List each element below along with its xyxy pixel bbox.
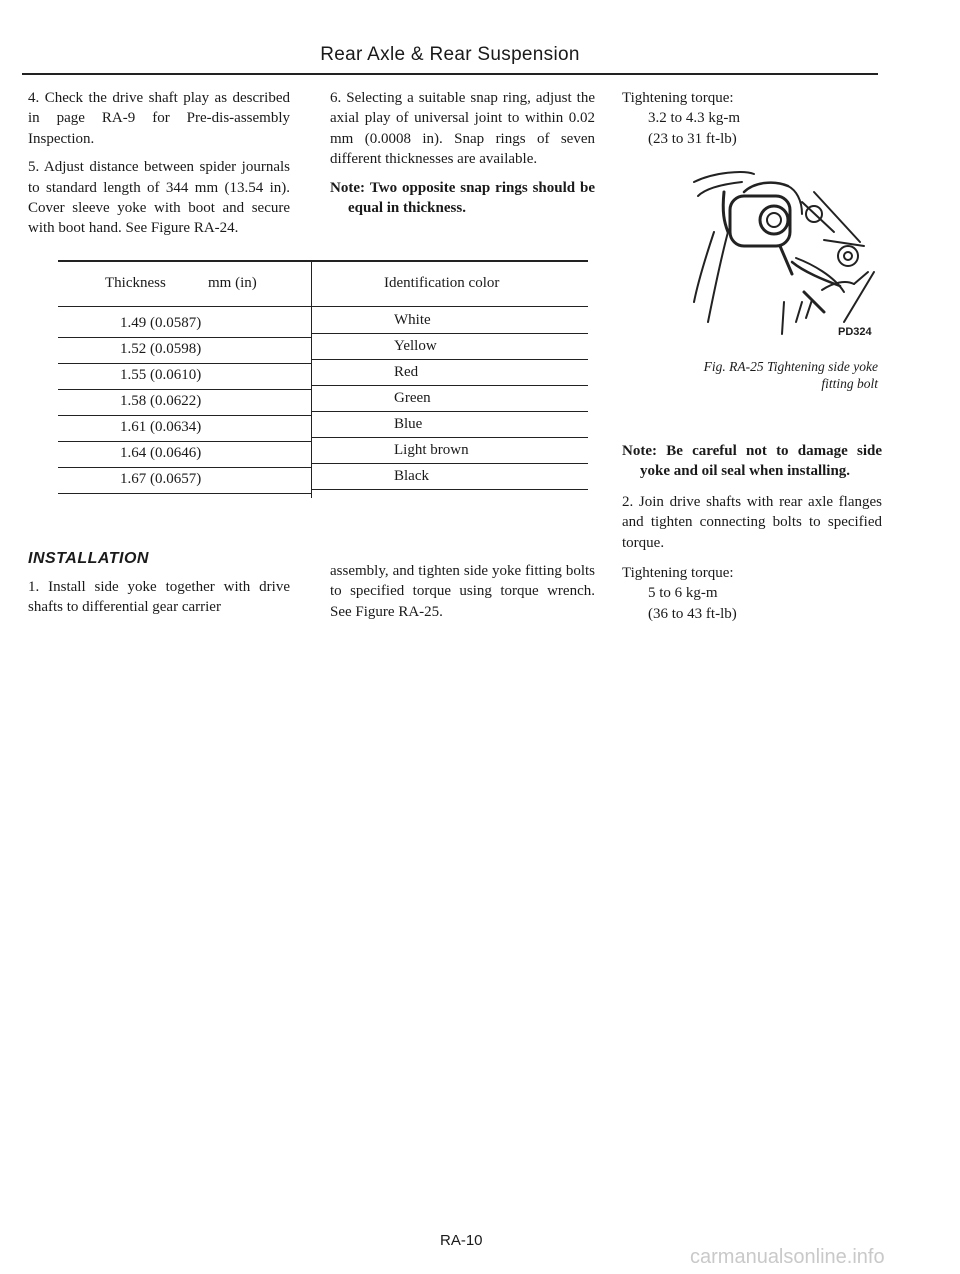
cell-thickness: 1.55 (0.0610) bbox=[120, 367, 202, 383]
cell-thickness: 1.61 (0.0634) bbox=[120, 419, 202, 435]
watermark: carmanualsonline.info bbox=[690, 1246, 885, 1268]
snap-ring-note bbox=[330, 178, 595, 219]
torque-value-metric: 3.2 to 4.3 kg-m bbox=[648, 110, 741, 127]
cell-color: Yellow bbox=[394, 338, 437, 354]
row-rule-right bbox=[311, 333, 588, 334]
torque-spec-1 bbox=[622, 88, 882, 149]
cell-thickness: 1.49 (0.0587) bbox=[120, 315, 202, 331]
torque-value-imperial: (36 to 43 ft-lb) bbox=[648, 605, 737, 622]
installation-step-1-continued: assembly, and tighten side yoke fitting bolts to specified torque using torque wrench. See Figure RA-25. bbox=[330, 563, 595, 620]
note-text: Two opposite snap rings should be equal in thickness. bbox=[348, 179, 596, 217]
cell-color: Green bbox=[394, 390, 431, 406]
step-6-paragraph: 6. Selecting a suitable snap ring, adjust the axial play of universal joint to within 0.02 mm (0.0008 in). Snap rings of seven different thicknesses are available. bbox=[330, 90, 595, 168]
installation-heading: INSTALLATION bbox=[28, 550, 149, 567]
row-rule-left bbox=[58, 493, 311, 494]
table-header-unit: mm (in) bbox=[208, 275, 257, 291]
figure-caption-line-1: Fig. RA-25 Tightening side yoke bbox=[703, 359, 878, 374]
column-2 bbox=[330, 88, 595, 226]
table-row bbox=[58, 442, 588, 468]
column-3 bbox=[622, 88, 882, 157]
cell-color: Blue bbox=[394, 416, 423, 432]
row-rule-right bbox=[311, 359, 588, 360]
table-header-rule bbox=[58, 306, 588, 307]
figure-caption-line-2: fitting bolt bbox=[821, 376, 878, 391]
cell-thickness: 1.52 (0.0598) bbox=[120, 341, 202, 357]
note-label: Note: bbox=[330, 179, 365, 196]
header-rule bbox=[22, 73, 878, 75]
row-rule-right bbox=[311, 437, 588, 438]
torque-title: Tightening torque: bbox=[622, 90, 734, 106]
table-row bbox=[58, 468, 588, 494]
page-number: RA-10 bbox=[440, 1232, 483, 1249]
table-row bbox=[58, 338, 588, 364]
table-row bbox=[58, 416, 588, 442]
torque-value-metric: 5 to 6 kg-m bbox=[648, 585, 718, 602]
figure-tightening-side-yoke bbox=[684, 162, 880, 352]
row-rule-right bbox=[311, 489, 588, 490]
torque-value-imperial: (23 to 31 ft-lb) bbox=[648, 130, 737, 147]
cell-color: White bbox=[394, 312, 431, 328]
row-rule-right bbox=[311, 463, 588, 464]
figure-caption bbox=[640, 358, 878, 392]
note-text: Be careful not to damage side yoke and oil seal when installing. bbox=[640, 443, 882, 480]
note-label: Note: bbox=[622, 443, 657, 459]
installation-note bbox=[622, 441, 882, 482]
page-header: Rear Axle & Rear Suspension bbox=[320, 44, 580, 65]
cell-thickness: 1.64 (0.0646) bbox=[120, 445, 202, 461]
yoke-illustration bbox=[684, 162, 880, 352]
table-header-thickness: Thickness bbox=[105, 275, 166, 291]
step-2-paragraph: 2. Join drive shafts with rear axle flanges and tighten connecting bolts to specified torque. bbox=[622, 493, 882, 551]
cell-thickness: 1.67 (0.0657) bbox=[120, 471, 202, 487]
figure-code: PD324 bbox=[838, 326, 872, 338]
row-rule-right bbox=[311, 411, 588, 412]
cell-color: Black bbox=[394, 468, 429, 484]
column-1 bbox=[28, 88, 290, 247]
row-rule-right bbox=[311, 385, 588, 386]
table-row bbox=[58, 312, 588, 338]
cell-color: Light brown bbox=[394, 442, 469, 458]
column-3-lower bbox=[622, 441, 882, 634]
step-5-paragraph: 5. Adjust distance between spider journals to standard length of 344 mm (13.54 in). Cover sleeve yoke with boot and secure with boot hand. See Figure RA-24. bbox=[28, 159, 290, 237]
table-top-rule bbox=[58, 260, 588, 262]
table-row bbox=[58, 364, 588, 390]
cell-thickness: 1.58 (0.0622) bbox=[120, 393, 202, 409]
torque-spec-2 bbox=[622, 563, 882, 624]
step-4-paragraph: 4. Check the drive shaft play as described in page RA-9 for Pre-dis-assembly Inspection. bbox=[28, 90, 290, 147]
installation-step-1: 1. Install side yoke together with drive shafts to differential gear carrier bbox=[28, 579, 290, 616]
torque-title: Tightening torque: bbox=[622, 565, 734, 582]
table-row bbox=[58, 390, 588, 416]
cell-color: Red bbox=[394, 364, 419, 380]
table-header-color: Identification color bbox=[384, 275, 500, 291]
